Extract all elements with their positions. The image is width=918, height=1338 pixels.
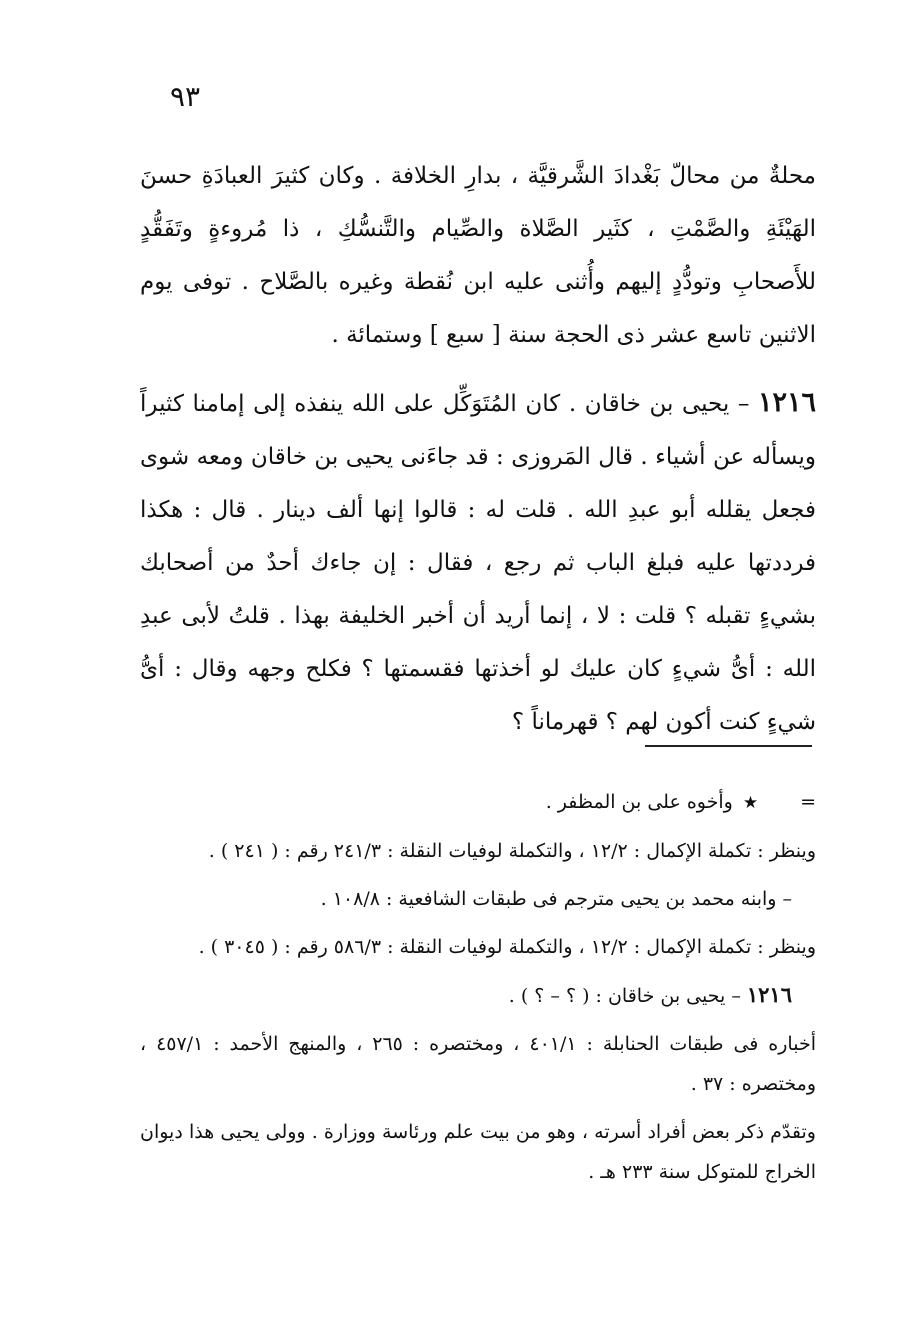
footnote-entry-1216 — [140, 975, 816, 1016]
paragraph-biography-end: محلةٌ من محالّ بَغْدادَ الشَّرقيَّة ، بدارِ الخلافة . وكان كثيرَ العبادَةِ حسنَ الهَيْئَةِ والصَّمْتِ ، كثَير الصَّلاة والصِّيام والتَّنسُّكِ ، ذا مُروءةٍ وتَفَقُّدٍ للأَصحابِ وتودُّدٍ إليهم وأُثنى عليه ابن نُقطة وغيره بالصَّلاح . توفى يوم الاثنين تاسع عشر ذى الحجة سنة [ سبع ] وستمائة . — [140, 163, 816, 348]
footnote-sources: أخباره فى طبقات الحنابلة : ٤٠١/١ ، ومختصره : ٢٦٥ ، والمنهج الأحمد : ٤٥٧/١ ، ومختصره : ٣٧ . — [140, 1033, 816, 1095]
footnote-reference: وينظر : تكملة الإكمال : ١٢/٢ ، والتكملة لوفيات النقلة : ٥٨٦/٣ رقم : ( ٣٠٤٥ ) . — [198, 936, 816, 958]
paragraph-entry-1216 — [140, 376, 816, 749]
footnote-son-note: – وابنه محمد بن يحيى مترجم فى طبقات الشافعية : ١٠٨/٨ . — [320, 888, 792, 910]
footnote-continuation — [140, 782, 816, 823]
footnote-entry-dash: – — [731, 985, 741, 1007]
entry-text: يحيى بن خاقان . كان المُتَوَكِّل على الله ينفذه إلى إمامنا كثيراً ويسأله عن أشياء . قال المَروزى : قد جاءَنى يحيى بن خاقان ومعه شوى فجعل يقلله أبو عبدِ الله . قلت له : قالوا إنها ألف دينار . قال : هكذا فرددتها عليه فبلغ الباب ثم رجع ، فقال : إن جاءك أحدٌ من أصحابك بشيءٍ تقبله ؟ قلت : لا ، إنما أريد أن أخبر الخليفة بهذا . قلتُ لأبى عبدِ الله : أىُّ شيءٍ كان عليك لو أخذتها فقسمتها ؟ فكلح وجهه وقال : أىُّ شيءٍ كنت أكون لهم ؟ قهرماناً ؟ — [140, 391, 816, 735]
entry-dash: – — [737, 391, 750, 417]
footnote-reference: وينظر : تكملة الإكمال : ١٢/٢ ، والتكملة لوفيات النقلة : ٢٤١/٣ رقم : ( ٢٤١ ) . — [208, 840, 816, 862]
footnote-entry-number: ١٢١٦ — [746, 982, 792, 1007]
continuation-marker: = — [800, 791, 816, 813]
star-icon: ★ — [742, 793, 759, 813]
main-text — [140, 150, 816, 749]
footnote-entry-text: يحيى بن خاقان : ( ؟ – ؟ ) . — [508, 985, 726, 1007]
entry-number: ١٢١٦ — [758, 387, 817, 418]
footnote-separator — [645, 745, 812, 747]
page-number: ٩٣ — [170, 80, 201, 113]
footnotes — [140, 782, 816, 1192]
footnote-family-note: وتقدّم ذكر بعض أفراد أسرته ، وهو من بيت علم ورئاسة ووزارة . وولى يحيى هذا ديوان الخراج للمتوكل سنة ٢٣٣ هـ . — [140, 1121, 816, 1183]
footnote-text: وأخوه على بن المظفر . — [545, 791, 733, 813]
